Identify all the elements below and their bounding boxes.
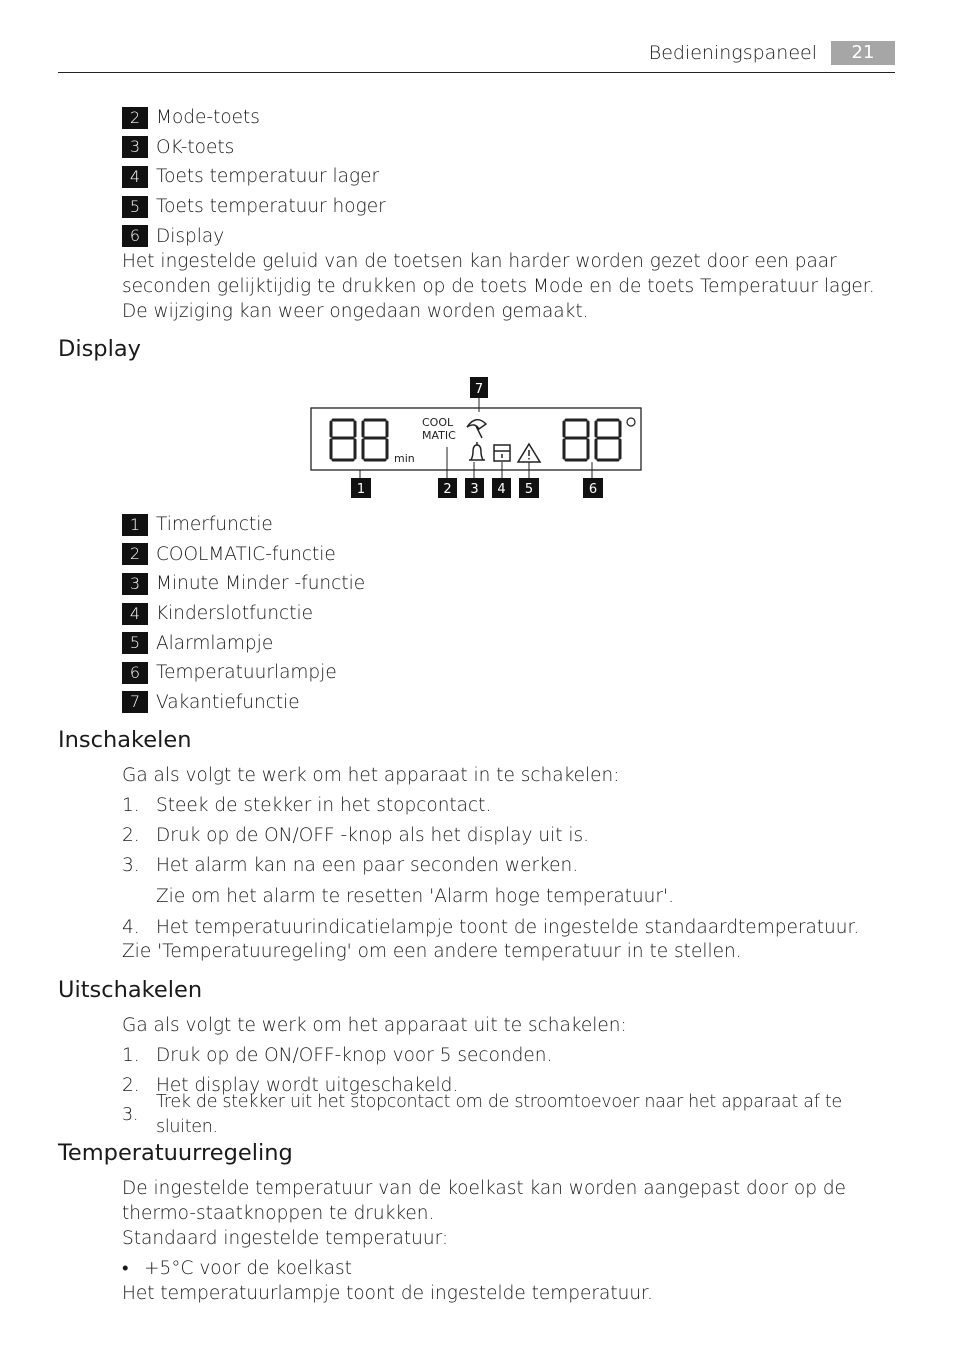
degree-symbol-icon <box>627 418 635 426</box>
number-badge: 4 <box>122 166 148 188</box>
temperature-digits <box>564 420 620 460</box>
step-number: 2. <box>122 1074 140 1096</box>
list-item-label: Minute Minder -functie <box>156 573 366 595</box>
callout-badge <box>492 478 511 498</box>
callout-badge <box>351 478 371 498</box>
cool-label: COOL <box>422 416 454 429</box>
step-number: 2. <box>122 824 140 846</box>
uitschakelen-steps <box>122 1040 902 1137</box>
temperatuurregeling-heading: Temperatuurregeling <box>58 1140 293 1166</box>
svg-text:2: 2 <box>443 482 452 497</box>
list-item-label: Vakantiefunctie <box>156 691 300 713</box>
list-item-label: Toets temperatuur lager <box>156 166 380 188</box>
number-badge: 1 <box>122 514 148 536</box>
list-item <box>122 688 365 718</box>
step-note: Zie om het alarm te resetten 'Alarm hoge temperatuur'. <box>156 885 674 907</box>
list-item <box>122 599 365 629</box>
step-item <box>122 850 902 880</box>
svg-text:5: 5 <box>524 482 534 497</box>
step-text: Trek de stekker uit het stopcontact om de stroomtoevoer naar het apparaat af te sluiten. <box>156 1092 842 1137</box>
temperatuurregeling-paragraph: De ingestelde temperatuur van de koelkast kan worden aangepast door op de thermo-staatknoppen te drukken. <box>122 1178 846 1224</box>
number-badge: 2 <box>122 543 148 565</box>
callout-badge <box>438 478 457 498</box>
bell-icon <box>469 442 485 460</box>
list-item-label: COOLMATIC-functie <box>156 543 336 565</box>
list-item-label: Toets temperatuur hoger <box>156 196 386 218</box>
callout-badge <box>470 377 488 398</box>
svg-text:3: 3 <box>470 482 479 497</box>
uitschakelen-intro: Ga als volgt te werk om het apparaat uit te schakelen: <box>122 1015 627 1036</box>
list-item-label: Kinderslotfunctie <box>156 603 313 625</box>
step-number: 1. <box>122 1044 140 1066</box>
step-item <box>122 1092 902 1137</box>
step-item <box>122 1040 902 1070</box>
step-item <box>122 790 902 820</box>
step-text: Het alarm kan na een paar seconden werken. <box>156 854 579 876</box>
inschakelen-steps <box>122 790 902 942</box>
bullet-dot-icon: • <box>122 1258 129 1279</box>
list-item-label: OK-toets <box>156 136 235 158</box>
page-number: 21 <box>831 41 895 65</box>
step-number: 3. <box>122 854 140 876</box>
list-item <box>122 133 386 163</box>
svg-text:7: 7 <box>474 382 484 397</box>
number-badge: 2 <box>122 107 148 129</box>
number-badge: 6 <box>122 225 148 247</box>
alarm-warning-icon <box>518 444 540 462</box>
list-item-label: Display <box>156 225 225 247</box>
display-legend-list <box>122 510 365 717</box>
step-item <box>122 912 902 942</box>
list-item-label: Mode-toets <box>156 107 260 129</box>
section-title: Bedieningspaneel <box>648 42 817 64</box>
svg-text:4: 4 <box>497 482 506 497</box>
callout-badge <box>465 478 484 498</box>
control-panel-list <box>122 103 386 251</box>
inschakelen-heading: Inschakelen <box>58 727 192 753</box>
matic-label: MATIC <box>422 429 456 442</box>
number-badge: 3 <box>122 136 148 158</box>
list-item <box>122 569 365 599</box>
step-text: Steek de stekker in het stopcontact. <box>156 794 492 816</box>
timer-digits <box>331 420 387 460</box>
number-badge: 6 <box>122 662 148 684</box>
number-badge: 5 <box>122 196 148 218</box>
list-item <box>122 192 386 222</box>
step-item <box>122 820 902 850</box>
callout-badge <box>583 478 603 498</box>
step-text: Druk op de ON/OFF-knop voor 5 seconden. <box>156 1044 553 1066</box>
inschakelen-intro: Ga als volgt te werk om het apparaat in te schakelen: <box>122 765 620 786</box>
temperatuurregeling-outro: Het temperatuurlampje toont de ingestelde temperatuur. <box>122 1283 653 1304</box>
number-badge: 5 <box>122 632 148 654</box>
bullet-text: +5°C voor de koelkast <box>144 1258 352 1279</box>
step-number: 1. <box>122 794 140 816</box>
list-item <box>122 540 365 570</box>
list-item-label: Temperatuurlampje <box>156 662 337 684</box>
min-label: min <box>394 452 415 465</box>
standard-temperature-label: Standaard ingestelde temperatuur: <box>122 1228 449 1249</box>
holiday-umbrella-icon <box>467 420 486 438</box>
number-badge: 3 <box>122 573 148 595</box>
step-text: Het temperatuurindicatielampje toont de ingestelde standaardtemperatuur. <box>156 916 860 938</box>
step-number: 3. <box>122 1104 139 1125</box>
svg-text:6: 6 <box>588 482 598 497</box>
list-item <box>122 658 365 688</box>
number-badge: 7 <box>122 691 148 713</box>
number-badge: 4 <box>122 603 148 625</box>
callout-leaders <box>360 398 592 478</box>
key-sound-note: Het ingestelde geluid van de toetsen kan harder worden gezet door een paar seconden gelijktijdig te drukken op de toets Mode en de toets Temperatuur lager. De wijziging kan weer ongedaan worden gemaakt. <box>122 251 875 322</box>
display-heading: Display <box>58 336 141 362</box>
display-diagram <box>300 372 650 504</box>
step-text: Het display wordt uitgeschakeld. <box>156 1074 459 1096</box>
child-lock-icon <box>494 445 510 461</box>
step-text: Druk op de ON/OFF -knop als het display uit is. <box>156 824 589 846</box>
list-item <box>122 162 386 192</box>
list-item <box>122 221 386 251</box>
inschakelen-outro: Zie 'Temperatuuregeling' om een andere temperatuur in te stellen. <box>122 941 742 962</box>
uitschakelen-heading: Uitschakelen <box>58 977 203 1003</box>
callout-badge <box>519 478 539 498</box>
list-item-label: Alarmlampje <box>156 632 274 654</box>
list-item <box>122 103 386 133</box>
svg-text:1: 1 <box>356 482 366 497</box>
list-item <box>122 510 365 540</box>
bullet-item <box>122 1256 897 1281</box>
list-item-label: Timerfunctie <box>156 514 273 536</box>
step-number: 4. <box>122 916 140 938</box>
page-header <box>58 40 895 73</box>
list-item <box>122 628 365 658</box>
